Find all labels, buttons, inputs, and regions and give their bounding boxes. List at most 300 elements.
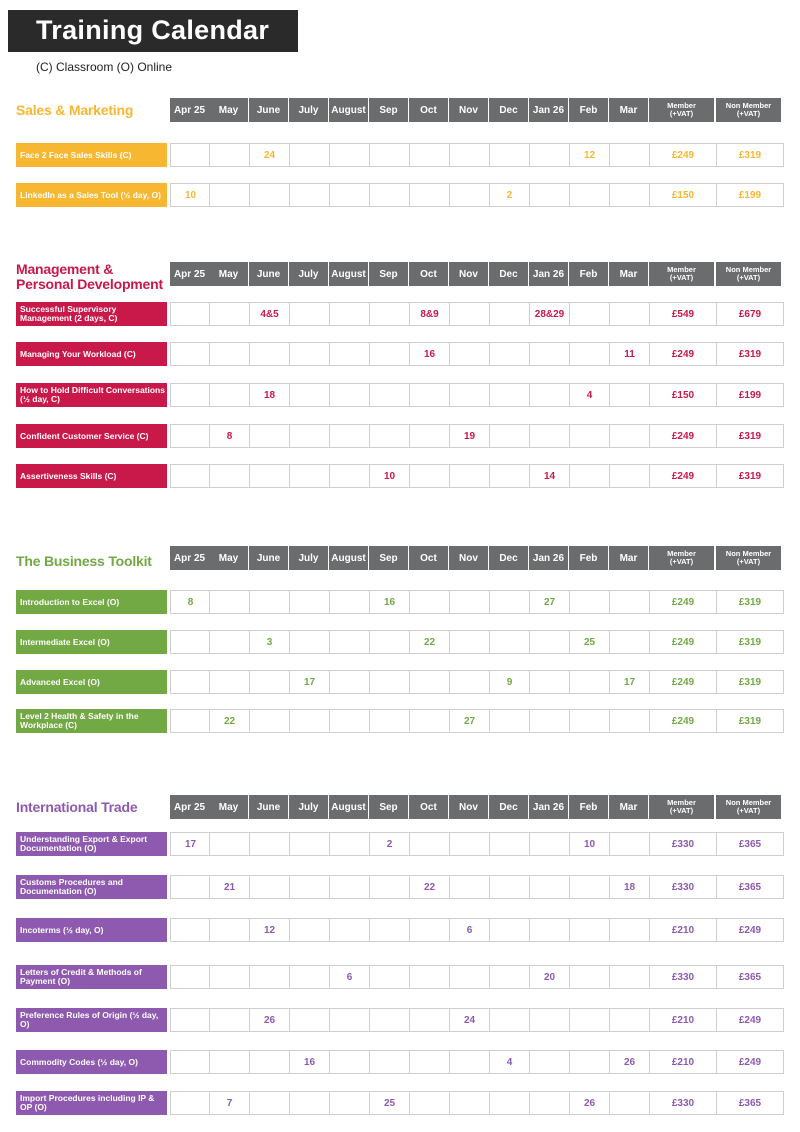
date-cell [209, 590, 250, 614]
date-cell [369, 424, 410, 448]
date-cell: 26 [609, 1050, 650, 1074]
date-cell [609, 1091, 650, 1115]
non-member-price: £319 [716, 590, 784, 614]
date-cell [489, 464, 530, 488]
course-row [0, 670, 800, 694]
month-header: Jan 26 [529, 546, 568, 570]
date-cell: 25 [369, 1091, 410, 1115]
date-cell: 8 [209, 424, 250, 448]
non-member-price: £319 [716, 464, 784, 488]
date-cell [329, 383, 370, 407]
section-title-line: Management & [16, 261, 114, 277]
date-cell [409, 1008, 450, 1032]
date-cell [170, 670, 211, 694]
non-member-price-header [716, 795, 781, 819]
date-cell [329, 1008, 370, 1032]
date-cell [409, 965, 450, 989]
date-cell [249, 670, 290, 694]
date-cell: 27 [529, 590, 570, 614]
date-cell: 2 [369, 832, 410, 856]
date-cell [489, 875, 530, 899]
date-cell [170, 918, 211, 942]
course-name: Commodity Codes (½ day, O) [16, 1050, 167, 1074]
month-header: Apr 25 [170, 546, 209, 570]
date-cell [489, 302, 530, 326]
date-cell [329, 302, 370, 326]
date-cell: 10 [170, 183, 211, 207]
date-cell [170, 424, 211, 448]
date-cell [249, 965, 290, 989]
course-name: How to Hold Difficult Conversations (½ day, C) [16, 383, 167, 407]
date-cell [449, 832, 490, 856]
member-price: £330 [649, 1091, 717, 1115]
course-row [0, 590, 800, 614]
member-price: £330 [649, 965, 717, 989]
non-member-price: £365 [716, 832, 784, 856]
date-cell [409, 670, 450, 694]
date-cell [489, 1091, 530, 1115]
date-cell [209, 670, 250, 694]
section-title-line: Sales & Marketing [16, 102, 134, 118]
date-cell [249, 1091, 290, 1115]
date-cell [289, 1091, 330, 1115]
date-cell [489, 918, 530, 942]
month-header: Oct [409, 546, 448, 570]
date-cell [609, 383, 650, 407]
date-cell [329, 670, 370, 694]
date-cell [609, 965, 650, 989]
date-cell [249, 590, 290, 614]
date-cell [409, 183, 450, 207]
date-cell [289, 832, 330, 856]
member-price: £249 [649, 670, 717, 694]
date-cell [329, 1050, 370, 1074]
price-header-line: (+VAT) [669, 557, 694, 566]
date-cell [249, 424, 290, 448]
course-row [0, 965, 800, 989]
price-header-line: Member [667, 265, 696, 274]
member-price: £210 [649, 1008, 717, 1032]
date-cell [329, 342, 370, 366]
course-name: Preference Rules of Origin (½ day, O) [16, 1008, 167, 1032]
course-name: Introduction to Excel (O) [16, 590, 167, 614]
date-cell [209, 183, 250, 207]
price-header-line: (+VAT) [736, 273, 761, 282]
date-cell [369, 302, 410, 326]
course-name: Assertiveness Skills (C) [16, 464, 167, 488]
non-member-price: £365 [716, 875, 784, 899]
non-member-price: £319 [716, 143, 784, 167]
date-cell [209, 1008, 250, 1032]
member-price: £549 [649, 302, 717, 326]
date-cell [329, 875, 370, 899]
date-cell [209, 918, 250, 942]
month-header: Mar [609, 98, 648, 122]
price-header-line: Non Member [725, 265, 772, 274]
month-header: Jan 26 [529, 262, 568, 286]
date-cell [489, 383, 530, 407]
date-cell [449, 464, 490, 488]
date-cell [289, 965, 330, 989]
month-header: May [209, 262, 248, 286]
date-cell [449, 590, 490, 614]
date-cell: 3 [249, 630, 290, 654]
date-cell: 24 [249, 143, 290, 167]
date-cell [289, 342, 330, 366]
date-cell: 27 [449, 709, 490, 733]
date-cell [449, 630, 490, 654]
member-price: £210 [649, 1050, 717, 1074]
course-name: Advanced Excel (O) [16, 670, 167, 694]
date-cell [609, 832, 650, 856]
date-cell [409, 709, 450, 733]
date-cell [249, 342, 290, 366]
date-cell: 22 [409, 875, 450, 899]
date-cell [289, 590, 330, 614]
date-cell: 10 [369, 464, 410, 488]
date-cell [569, 1050, 610, 1074]
date-cell: 4 [489, 1050, 530, 1074]
month-header: Nov [449, 262, 488, 286]
date-cell [329, 630, 370, 654]
date-cell [369, 670, 410, 694]
course-row [0, 630, 800, 654]
date-cell [449, 1050, 490, 1074]
date-cell [489, 1008, 530, 1032]
member-price: £330 [649, 875, 717, 899]
month-header: August [329, 795, 368, 819]
date-cell [489, 630, 530, 654]
date-cell [249, 875, 290, 899]
month-header: Sep [369, 98, 408, 122]
month-header: Nov [449, 546, 488, 570]
price-header-line: (+VAT) [736, 806, 761, 815]
date-cell [449, 1091, 490, 1115]
date-cell [209, 464, 250, 488]
date-cell [529, 1091, 570, 1115]
section-international-trade [0, 795, 800, 1117]
date-cell [329, 590, 370, 614]
date-cell: 10 [569, 832, 610, 856]
date-cell [529, 1050, 570, 1074]
course-row [0, 1091, 800, 1115]
member-price: £249 [649, 709, 717, 733]
course-row [0, 1050, 800, 1074]
non-member-price: £249 [716, 1008, 784, 1032]
member-price: £249 [649, 424, 717, 448]
course-row [0, 709, 800, 733]
date-cell [289, 183, 330, 207]
month-header: Jan 26 [529, 795, 568, 819]
date-cell [170, 630, 211, 654]
date-cell: 8&9 [409, 302, 450, 326]
date-cell [489, 965, 530, 989]
course-row [0, 383, 800, 407]
date-cell [369, 1050, 410, 1074]
date-cell: 16 [369, 590, 410, 614]
date-cell [609, 630, 650, 654]
month-header: June [249, 262, 288, 286]
course-name: Customs Procedures and Documentation (O) [16, 875, 167, 899]
date-cell [329, 918, 370, 942]
course-name: Confident Customer Service (C) [16, 424, 167, 448]
date-cell: 2 [489, 183, 530, 207]
member-price: £249 [649, 143, 717, 167]
date-cell [449, 875, 490, 899]
section-sales-marketing [0, 98, 800, 209]
date-cell [289, 383, 330, 407]
course-name: Face 2 Face Sales Skills (C) [16, 143, 167, 167]
month-header: Oct [409, 98, 448, 122]
date-cell [529, 424, 570, 448]
member-price: £249 [649, 630, 717, 654]
date-cell [329, 424, 370, 448]
month-header: August [329, 262, 368, 286]
course-name: LinkedIn as a Sales Tool (½ day, O) [16, 183, 167, 207]
date-cell: 12 [569, 143, 610, 167]
date-cell [170, 1050, 211, 1074]
date-cell: 16 [409, 342, 450, 366]
date-cell [609, 1008, 650, 1032]
month-header: Mar [609, 262, 648, 286]
date-cell [529, 143, 570, 167]
date-cell [170, 1008, 211, 1032]
date-cell [529, 630, 570, 654]
date-cell: 22 [409, 630, 450, 654]
date-cell: 4 [569, 383, 610, 407]
date-cell: 26 [249, 1008, 290, 1032]
date-cell: 18 [249, 383, 290, 407]
date-cell: 17 [609, 670, 650, 694]
section-title [16, 800, 137, 815]
price-header-line: Non Member [725, 798, 772, 807]
month-header: Apr 25 [170, 795, 209, 819]
price-header-line: Non Member [725, 549, 772, 558]
member-price: £330 [649, 832, 717, 856]
date-cell [409, 464, 450, 488]
date-cell [369, 143, 410, 167]
month-header: Dec [489, 262, 528, 286]
non-member-price: £679 [716, 302, 784, 326]
date-cell [369, 383, 410, 407]
month-header: July [289, 262, 328, 286]
non-member-price: £365 [716, 965, 784, 989]
date-cell [170, 302, 211, 326]
course-name: Import Procedures including IP & OP (O) [16, 1091, 167, 1115]
price-header-line: (+VAT) [669, 273, 694, 282]
date-cell [609, 302, 650, 326]
date-cell [569, 424, 610, 448]
date-cell [249, 464, 290, 488]
course-row [0, 424, 800, 448]
date-cell: 4&5 [249, 302, 290, 326]
course-name: Letters of Credit & Methods of Payment (O) [16, 965, 167, 989]
date-cell [489, 143, 530, 167]
date-cell [569, 342, 610, 366]
price-header-line: Member [667, 798, 696, 807]
month-header: Feb [569, 546, 608, 570]
course-name: Successful Supervisory Management (2 days, C) [16, 302, 167, 326]
date-cell [529, 832, 570, 856]
date-cell [289, 630, 330, 654]
course-name: Intermediate Excel (O) [16, 630, 167, 654]
member-price: £150 [649, 383, 717, 407]
date-cell [369, 709, 410, 733]
non-member-price-header [716, 546, 781, 570]
month-header: Dec [489, 98, 528, 122]
date-cell [170, 1091, 211, 1115]
date-cell [209, 383, 250, 407]
date-cell [409, 590, 450, 614]
date-cell [409, 424, 450, 448]
non-member-price-header [716, 262, 781, 286]
price-header-line: (+VAT) [736, 557, 761, 566]
course-row [0, 464, 800, 488]
date-cell [569, 464, 610, 488]
month-header: May [209, 546, 248, 570]
date-cell [369, 965, 410, 989]
month-header: Nov [449, 795, 488, 819]
date-cell [329, 143, 370, 167]
date-cell [209, 302, 250, 326]
month-header: July [289, 795, 328, 819]
date-cell: 7 [209, 1091, 250, 1115]
date-cell: 22 [209, 709, 250, 733]
course-row [0, 832, 800, 856]
date-cell [449, 183, 490, 207]
date-cell: 26 [569, 1091, 610, 1115]
month-header: Mar [609, 795, 648, 819]
section-title-line: Personal Development [16, 276, 163, 292]
course-name: Level 2 Health & Safety in the Workplace (C) [16, 709, 167, 733]
date-cell [489, 709, 530, 733]
course-row [0, 302, 800, 326]
date-cell: 17 [170, 832, 211, 856]
date-cell [209, 630, 250, 654]
date-cell [569, 302, 610, 326]
date-cell [489, 424, 530, 448]
member-price: £249 [649, 590, 717, 614]
price-header-line: Member [667, 549, 696, 558]
date-cell [529, 183, 570, 207]
month-header: Sep [369, 262, 408, 286]
date-cell [289, 143, 330, 167]
date-cell [329, 709, 370, 733]
date-cell [609, 143, 650, 167]
section-title [16, 554, 152, 569]
date-cell [170, 464, 211, 488]
non-member-price: £249 [716, 918, 784, 942]
date-cell: 11 [609, 342, 650, 366]
section-title-line: The Business Toolkit [16, 553, 152, 569]
date-cell [609, 709, 650, 733]
date-cell [409, 1091, 450, 1115]
date-cell: 18 [609, 875, 650, 899]
date-cell: 20 [529, 965, 570, 989]
member-price: £150 [649, 183, 717, 207]
month-header: Dec [489, 795, 528, 819]
date-cell [329, 464, 370, 488]
price-header-line: (+VAT) [736, 109, 761, 118]
date-cell [529, 875, 570, 899]
non-member-price: £319 [716, 670, 784, 694]
non-member-price: £365 [716, 1091, 784, 1115]
course-name: Managing Your Workload (C) [16, 342, 167, 366]
month-header: Feb [569, 262, 608, 286]
date-cell [449, 670, 490, 694]
non-member-price-header [716, 98, 781, 122]
date-cell [209, 342, 250, 366]
date-cell [609, 183, 650, 207]
section-management [0, 262, 800, 490]
date-cell [170, 875, 211, 899]
price-header-line: Non Member [725, 101, 772, 110]
date-cell [609, 424, 650, 448]
course-name: Understanding Export & Export Documentation (O) [16, 832, 167, 856]
member-price-header [649, 546, 714, 570]
month-header: Sep [369, 546, 408, 570]
course-row [0, 342, 800, 366]
date-cell [170, 965, 211, 989]
date-cell [449, 302, 490, 326]
date-cell [569, 183, 610, 207]
non-member-price: £319 [716, 709, 784, 733]
date-cell [170, 709, 211, 733]
non-member-price: £319 [716, 630, 784, 654]
month-header: Apr 25 [170, 262, 209, 286]
price-header-line: (+VAT) [669, 109, 694, 118]
non-member-price: £319 [716, 424, 784, 448]
member-price: £249 [649, 342, 717, 366]
date-cell [609, 464, 650, 488]
date-cell: 6 [449, 918, 490, 942]
date-cell [529, 1008, 570, 1032]
date-cell: 8 [170, 590, 211, 614]
month-header: Sep [369, 795, 408, 819]
month-header: August [329, 546, 368, 570]
date-cell [209, 1050, 250, 1074]
date-cell [609, 590, 650, 614]
date-cell [449, 383, 490, 407]
title-banner [8, 10, 298, 52]
date-cell [289, 709, 330, 733]
course-row [0, 918, 800, 942]
section-title [16, 262, 163, 292]
date-cell [449, 342, 490, 366]
month-header: Oct [409, 262, 448, 286]
date-cell [569, 590, 610, 614]
month-header: July [289, 98, 328, 122]
section-business-toolkit [0, 546, 800, 735]
date-cell [369, 183, 410, 207]
price-header-line: Member [667, 101, 696, 110]
member-price-header [649, 795, 714, 819]
date-cell [569, 918, 610, 942]
member-price-header [649, 98, 714, 122]
date-cell [249, 832, 290, 856]
date-cell [289, 464, 330, 488]
date-cell [409, 1050, 450, 1074]
date-cell [529, 918, 570, 942]
date-cell [569, 670, 610, 694]
date-cell [209, 143, 250, 167]
date-cell [489, 342, 530, 366]
date-cell: 24 [449, 1008, 490, 1032]
month-header: June [249, 98, 288, 122]
date-cell [449, 143, 490, 167]
date-cell: 14 [529, 464, 570, 488]
month-header: Feb [569, 795, 608, 819]
